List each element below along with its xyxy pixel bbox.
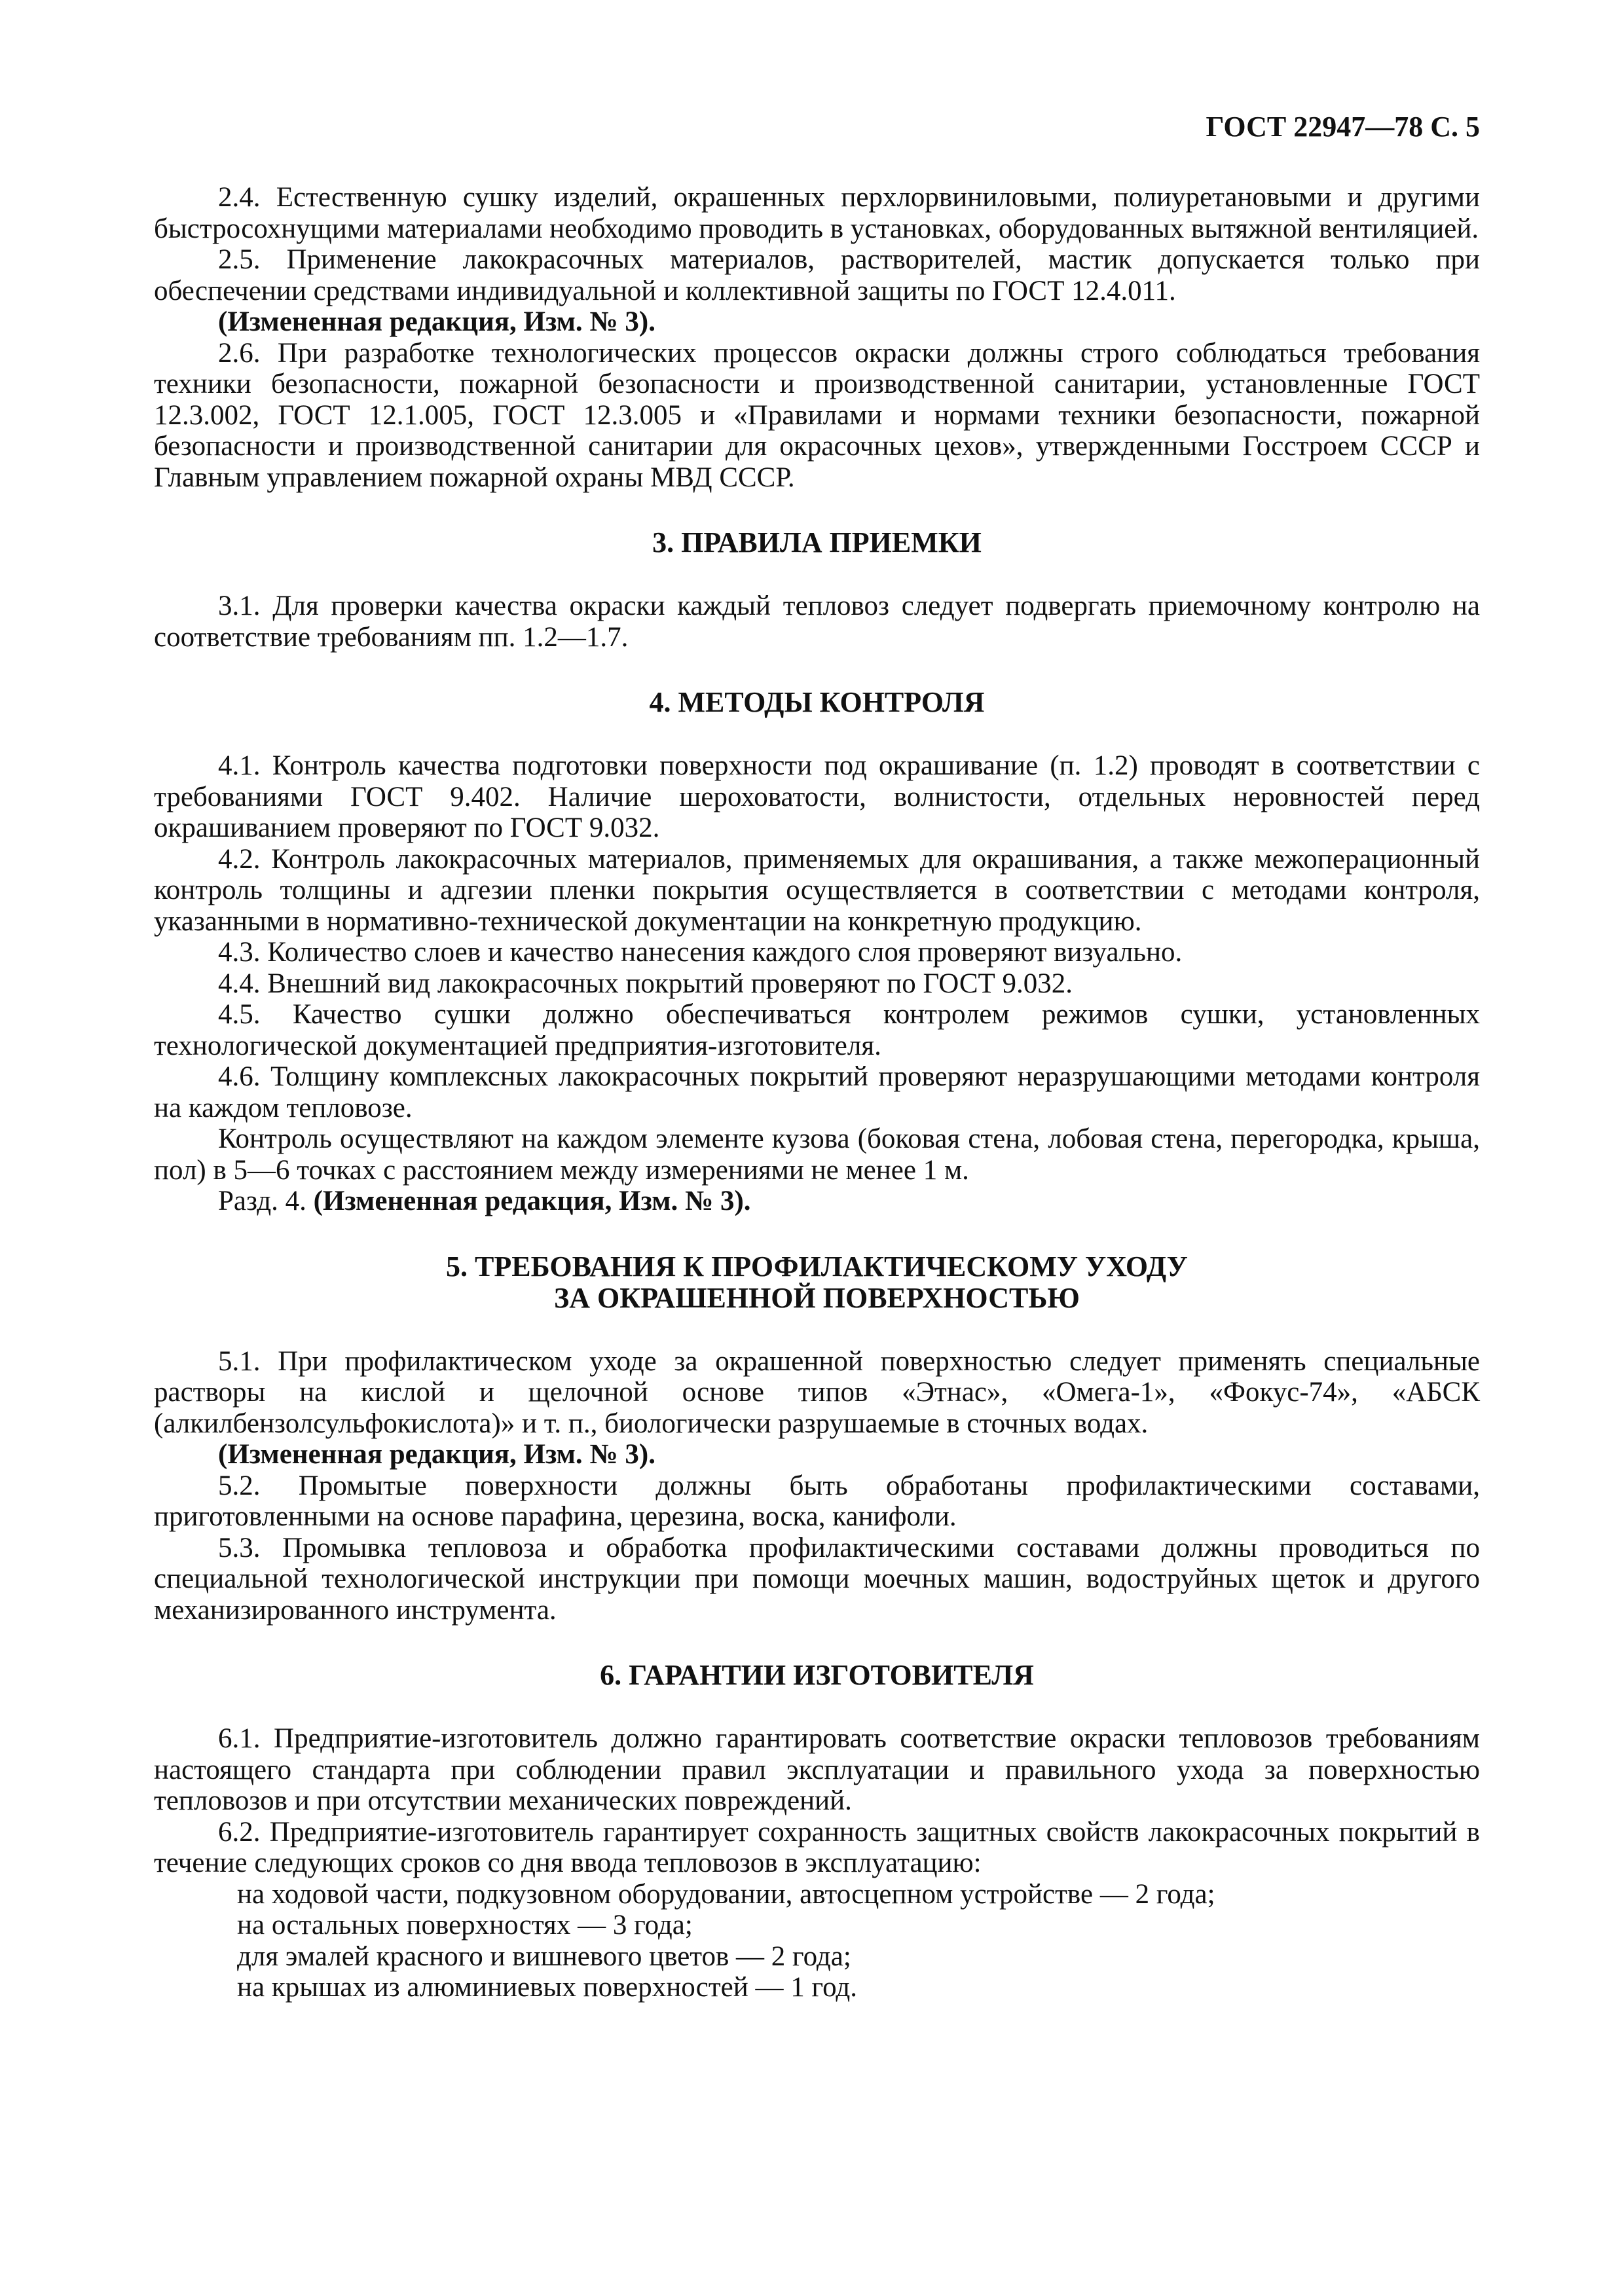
warranty-item: на ходовой части, подкузовном оборудовании, автосцепном устройстве — 2 года; [237,1878,1215,1910]
paragraph-2-5: 2.5. Применение лакокрасочных материалов, растворителей, мастик допускается только при обеспечении средствами индивидуальной и коллективной защиты по ГОСТ 12.4.011. [154,244,1480,306]
paragraph-6-1: 6.1. Предприятие-изготовитель должно гарантировать соответствие окраски тепловозов требованиям настоящего стандарта при соблюдении правил эксплуатации и правильного ухода за поверхностью тепловозов и при отсутствии механических повреждений. [154,1723,1480,1816]
section-heading-5-line2: ЗА ОКРАШЕННОЙ ПОВЕРХНОСТЬЮ [554,1281,1080,1314]
paragraph-5-1: 5.1. При профилактическом уходе за окрашенной поверхностью следует применять специальные растворы на кислой и щелочной основе типов «Этнас», «Омега-1», «Фокус-74», «АБСК (алкилбензолсульфокислота)» и т. п., биологически разрушаемые в сточных водах. [154,1345,1480,1439]
paragraph-4-6-control: Контроль осуществляют на каждом элементе кузова (боковая стена, лобовая стена, перегородка, крыша, пол) в 5—6 точках с расстоянием между измерениями не менее 1 м. [154,1123,1480,1186]
section-heading-4: 4. МЕТОДЫ КОНТРОЛЯ [649,686,985,718]
section-heading-6: 6. ГАРАНТИИ ИЗГОТОВИТЕЛЯ [600,1659,1034,1691]
paragraph-4-3: 4.3. Количество слоев и качество нанесения каждого слоя проверяют визуально. [218,937,1183,968]
warranty-item: на крышах из алюминиевых поверхностей — 1 год. [237,1972,857,2003]
section-heading-3: 3. ПРАВИЛА ПРИЕМКИ [652,526,982,558]
paragraph-5-2: 5.2. Промытые поверхности должны быть обработаны профилактическими составами, приготовленными на основе парафина, церезина, воска, канифоли. [154,1470,1480,1532]
paragraph-4-1: 4.1. Контроль качества подготовки поверхности под окрашивание (п. 1.2) проводят в соответствии с требованиями ГОСТ 9.402. Наличие шероховатости, волнистости, отдельных неровностей перед окрашиванием проверяют по ГОСТ 9.032. [154,750,1480,843]
section-heading-5 [154,1251,1480,1314]
section-4-note-prefix: Разд. 4. [218,1186,306,1216]
section-4-note-amendment: (Измененная редакция, Изм. № 3). [313,1186,751,1216]
page-header: ГОСТ 22947—78 С. 5 [1206,111,1480,143]
section-4-note [154,1186,1480,1217]
paragraph-2-4: 2.4. Естественную сушку изделий, окрашенных перхлорвиниловыми, полиуретановыми и другими быстросохнущими материалами необходимо проводить в установках, оборудованных вытяжной вентиляцией. [154,182,1480,244]
amendment-note: (Измененная редакция, Изм. № 3). [218,1439,655,1470]
paragraph-2-6: 2.6. При разработке технологических процессов окраски должны строго соблюдаться требования техники безопасности, пожарной безопасности и производственной санитарии, установленные ГОСТ 12.3.002, ГОСТ 12.1.005, ГОСТ 12.3.005 и «Правилами и нормами техники безопасности, пожарной безопасности и производственной санитарии для окрасочных цехов», утвержденными Госстроем СССР и Главным управлением пожарной охраны МВД СССР. [154,337,1480,493]
section-heading-5-line1: 5. ТРЕБОВАНИЯ К ПРОФИЛАКТИЧЕСКОМУ УХОДУ [446,1250,1188,1283]
warranty-item: для эмалей красного и вишневого цветов — 2 года; [237,1941,851,1972]
paragraph-4-5: 4.5. Качество сушки должно обеспечиваться контролем режимов сушки, установленных технологической документацией предприятия-изготовителя. [154,999,1480,1061]
paragraph-3-1: 3.1. Для проверки качества окраски каждый тепловоз следует подвергать приемочному контролю на соответствие требованиям пп. 1.2—1.7. [154,591,1480,653]
paragraph-5-3: 5.3. Промывка тепловоза и обработка профилактическими составами должны проводиться по специальной технологической инструкции при помощи моечных машин, водоструйных щеток и другого механизированного инструмента. [154,1532,1480,1626]
warranty-item: на остальных поверхностях — 3 года; [237,1910,693,1941]
amendment-note: (Измененная редакция, Изм. № 3). [218,306,655,337]
paragraph-4-6: 4.6. Толщину комплексных лакокрасочных покрытий проверяют неразрушающими методами контроля на каждом тепловозе. [154,1061,1480,1123]
paragraph-4-4: 4.4. Внешний вид лакокрасочных покрытий проверяют по ГОСТ 9.032. [218,968,1073,999]
paragraph-4-2: 4.2. Контроль лакокрасочных материалов, применяемых для окрашивания, а также межоперационный контроль толщины и адгезии пленки покрытия осуществляется в соответствии с методами контроля, указанными в нормативно-технической документации на конкретную продукцию. [154,843,1480,937]
paragraph-6-2: 6.2. Предприятие-изготовитель гарантирует сохранность защитных свойств лакокрасочных покрытий в течение следующих сроков со дня ввода тепловозов в эксплуатацию: [154,1816,1480,1878]
document-page [154,111,1480,2003]
